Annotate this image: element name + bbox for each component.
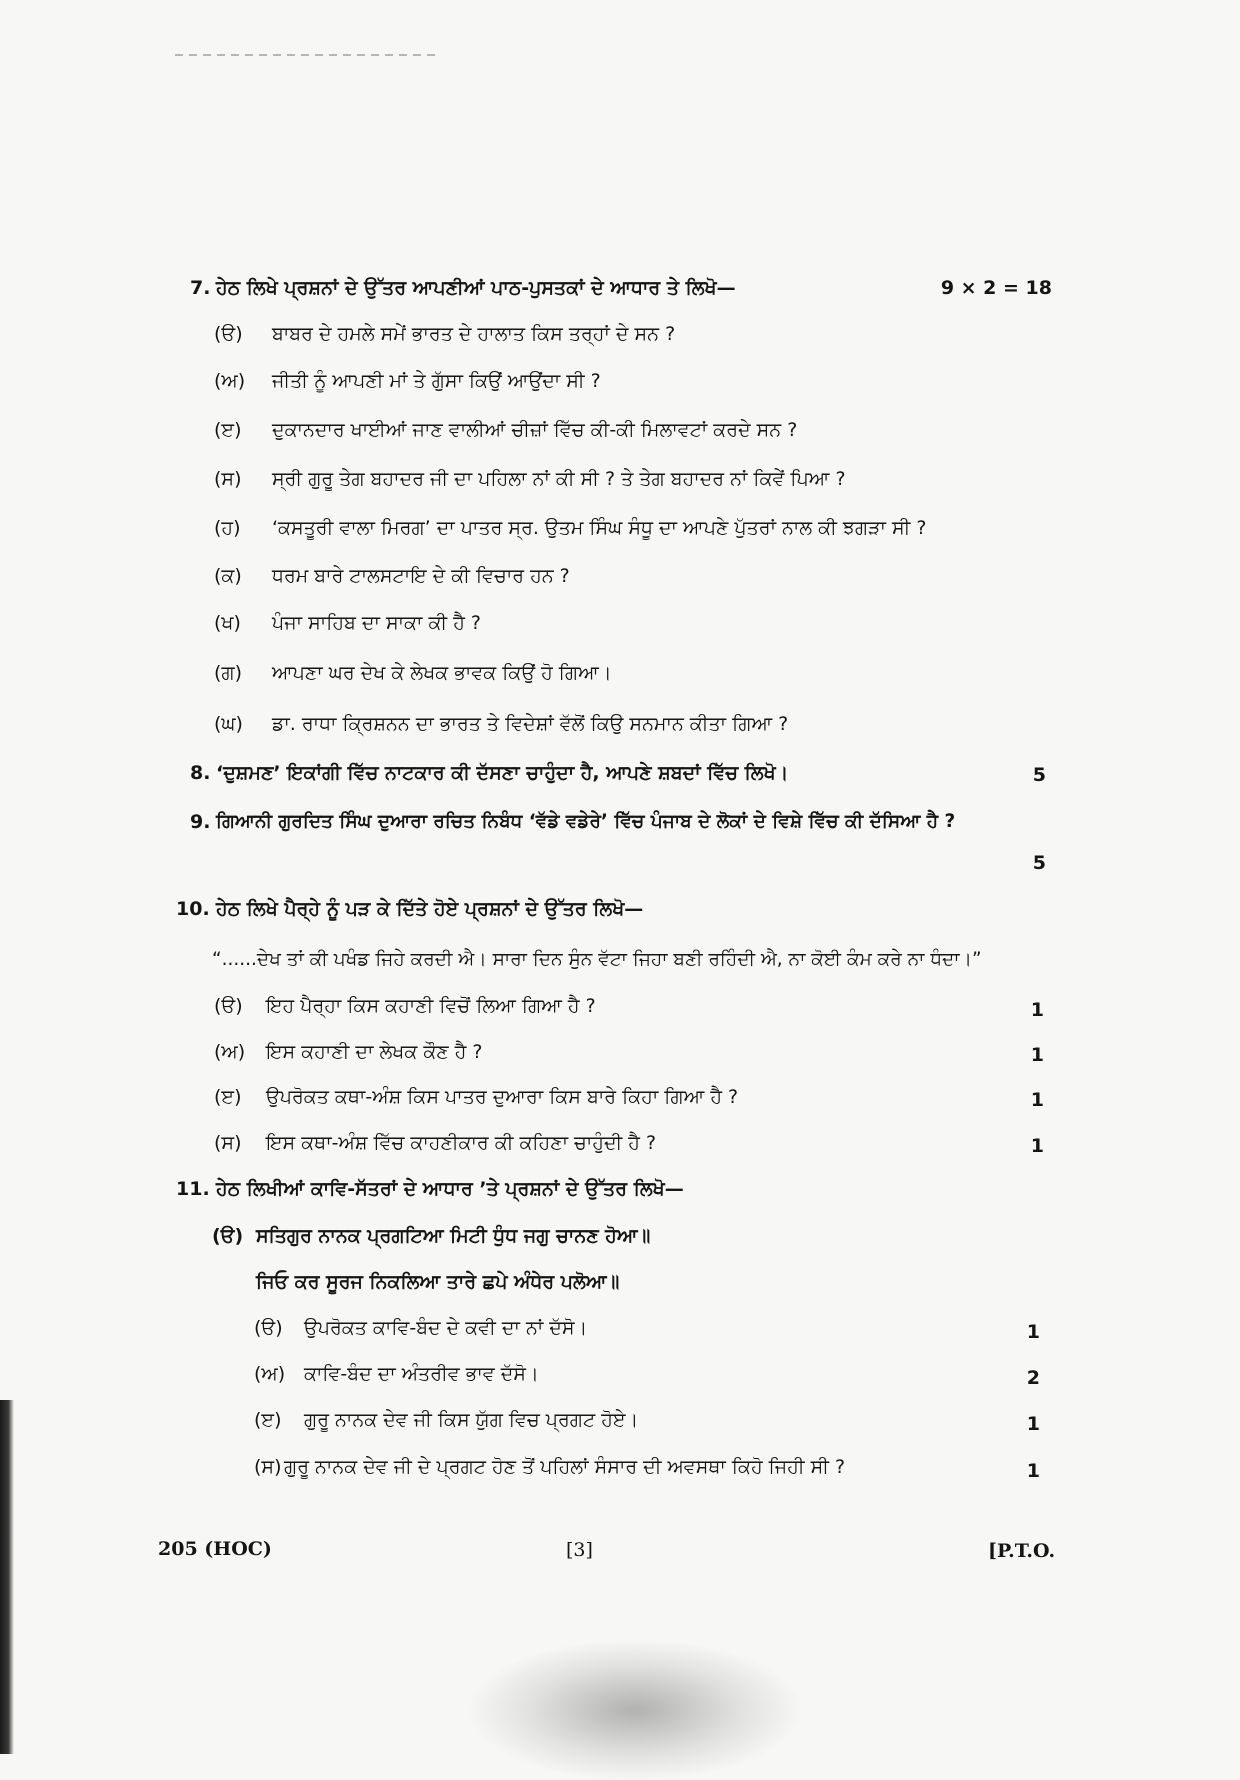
sub-question (214, 1131, 656, 1155)
sub-question-label: (ੳ) (214, 995, 243, 1017)
question-number: 9. (190, 811, 211, 833)
sub-question-text: ਕਾਵਿ-ਬੰਦ ਦਾ ਅੰਤਰੀਵ ਭਾਵ ਦੱਸੋ। (304, 1363, 539, 1385)
sub-question (214, 1085, 738, 1109)
sub-question-text: ਇਹ ਪੈਰ੍ਹਾ ਕਿਸ ਕਹਾਣੀ ਵਿਚੋਂ ਲਿਆ ਗਿਆ ਹੈ ? (266, 995, 596, 1017)
sub-question-text: ਆਪਣਾ ਘਰ ਦੇਖ ਕੇ ਲੇਖਕ ਭਾਵਕ ਕਿਉਂ ਹੋ ਗਿਆ। (272, 662, 612, 684)
question-number: 8. (190, 762, 211, 784)
page-number: [3] (566, 1539, 593, 1561)
question-text: ਹੇਠ ਲਿਖੇ ਪ੍ਰਸ਼ਨਾਂ ਦੇ ਉੱਤਰ ਆਪਣੀਆਂ ਪਾਠ-ਪੁਸਤਕਾਂ ਦੇ ਆਧਾਰ ਤੇ ਲਿਖੋ— (216, 277, 736, 299)
sub-question (214, 467, 846, 491)
sub-question-marks: 1 (1026, 1321, 1040, 1343)
sub-question-label: (ਸ) (254, 1456, 282, 1478)
sub-question-text: ਦੁਕਾਨਦਾਰ ਖਾਈਆਂ ਜਾਣ ਵਾਲੀਆਂ ਚੀਜ਼ਾਂ ਵਿੱਚ ਕੀ-ਕੀ ਮਿਲਾਵਟਾਂ ਕਰਦੇ ਸਨ ? (272, 419, 798, 441)
verse-block (212, 1224, 650, 1248)
sub-question-label: (ੲ) (254, 1409, 282, 1431)
sub-question-text: ‘ਕਸਤੂਰੀ ਵਾਲਾ ਮਿਰਗ’ ਦਾ ਪਾਤਰ ਸ੍ਰ. ਉਤਮ ਸਿੰਘ ਸੰਧੂ ਦਾ ਆਪਣੇ ਪੁੱਤਰਾਂ ਨਾਲ ਕੀ ਝਗੜਾ ਸੀ ? (272, 517, 927, 539)
sub-question-label: (ਸ) (214, 1132, 242, 1154)
sub-question (254, 1316, 587, 1340)
question-marks: 5 (1032, 764, 1046, 786)
sub-question-label: (ਘ) (214, 713, 243, 735)
sub-question-label: (ਅ) (214, 1041, 246, 1063)
sub-question-text: ਧਰਮ ਬਾਰੇ ਟਾਲਸਟਾਇ ਦੇ ਕੀ ਵਿਚਾਰ ਹਨ ? (272, 565, 570, 587)
sub-question-marks: 1 (1030, 999, 1044, 1021)
sub-question-text: ਜੀਤੀ ਨੂੰ ਆਪਣੀ ਮਾਂ ਤੇ ਗੁੱਸਾ ਕਿਉਂ ਆਉਂਦਾ ਸੀ ? (272, 370, 601, 392)
sub-question (214, 1040, 483, 1064)
sub-question-marks: 1 (1026, 1460, 1040, 1482)
question-marks: 9 × 2 = 18 (940, 277, 1052, 299)
sub-question (214, 994, 596, 1018)
question-number: 11. (176, 1178, 210, 1200)
sub-question-text: ਗੁਰੂ ਨਾਨਕ ਦੇਵ ਜੀ ਦੇ ਪ੍ਰਗਟ ਹੋਣ ਤੋਂ ਪਹਿਲਾਂ ਸੰਸਾਰ ਦੀ ਅਵਸਥਾ ਕਿਹੋ ਜਿਹੀ ਸੀ ? (284, 1456, 846, 1478)
passage-quote: “......ਦੇਖ ਤਾਂ ਕੀ ਪਖੰਡ ਜਿਹੇ ਕਰਦੀ ਐ। ਸਾਰਾ ਦਿਨ ਸੁੰਨ ਵੱਟਾ ਜਿਹਾ ਬਣੀ ਰਹਿੰਦੀ ਐ, ਨਾ ਕੋਈ ਕੰਮ ਕਰੇ ਨਾ ਧੰਦਾ।” (212, 949, 982, 970)
sub-question-label: (ਅ) (214, 370, 246, 392)
scan-artifact (175, 54, 435, 56)
sub-question-label: (ੳ) (254, 1317, 283, 1339)
sub-question-label: (ੲ) (214, 419, 242, 441)
sub-question (214, 712, 788, 736)
sub-question-text: ਡਾ. ਰਾਧਾ ਕ੍ਰਿਸ਼ਨਨ ਦਾ ਭਾਰਤ ਤੇ ਵਿਦੇਸ਼ਾਂ ਵੱਲੋਂ ਕਿਉ ਸਨਮਾਨ ਕੀਤਾ ਗਿਆ ? (272, 713, 789, 735)
sub-question-text: ਸ੍ਰੀ ਗੁਰੂ ਤੇਗ ਬਹਾਦਰ ਜੀ ਦਾ ਪਹਿਲਾ ਨਾਂ ਕੀ ਸੀ ? ਤੇ ਤੇਗ ਬਹਾਦਰ ਨਾਂ ਕਿਵੇਂ ਪਿਆ ? (272, 468, 846, 490)
sub-question (214, 564, 570, 588)
sub-question-marks: 1 (1030, 1089, 1044, 1111)
sub-question (214, 661, 612, 685)
sub-question-label: (ੳ) (214, 323, 243, 345)
please-turn-over: [P.T.O. (988, 1540, 1056, 1562)
sub-question-label: (ਖ) (214, 612, 241, 634)
question-text: ‘ਦੁਸ਼ਮਣ’ ਇਕਾਂਗੀ ਵਿੱਚ ਨਾਟਕਾਰ ਕੀ ਦੱਸਣਾ ਚਾਹੁੰਦਾ ਹੈ, ਆਪਣੇ ਸ਼ਬਦਾਂ ਵਿੱਚ ਲਿਖੋ। (216, 762, 789, 784)
question-text: ਗਿਆਨੀ ਗੁਰਦਿਤ ਸਿੰਘ ਦੁਆਰਾ ਰਚਿਤ ਨਿਬੰਧ ‘ਵੱਡੇ ਵਡੇਰੇ’ ਵਿੱਚ ਪੰਜਾਬ ਦੇ ਲੋਕਾਂ ਦੇ ਵਿਸ਼ੇ ਵਿੱਚ ਕੀ ਦੱਸਿਆ ਹੈ ? (216, 811, 956, 832)
sub-question-text: ਬਾਬਰ ਦੇ ਹਮਲੇ ਸਮੇਂ ਭਾਰਤ ਦੇ ਹਾਲਾਤ ਕਿਸ ਤਰ੍ਹਾਂ ਦੇ ਸਨ ? (272, 323, 676, 345)
sub-question-text: ਇਸ ਕਹਾਣੀ ਦਾ ਲੇਖਕ ਕੌਣ ਹੈ ? (266, 1041, 483, 1063)
sub-question (214, 418, 797, 442)
verse-line: ਜਿਓ ਕਰ ਸੂਰਜ ਨਿਕਲਿਆ ਤਾਰੇ ਛਪੇ ਅੰਧੇਰ ਪਲੋਆ॥ (256, 1271, 620, 1293)
sub-question-label: (ਅ) (254, 1363, 286, 1385)
sub-question (214, 369, 601, 393)
question-number: 10. (176, 898, 210, 920)
sub-question-text: ਉਪਰੋਕਤ ਕਾਵਿ-ਬੰਦ ਦੇ ਕਵੀ ਦਾ ਨਾਂ ਦੱਸੋ। (304, 1317, 588, 1339)
sub-question-marks: 1 (1026, 1413, 1040, 1435)
sub-question (254, 1362, 539, 1386)
sub-question (214, 611, 481, 635)
sub-question-label: (ਸ) (214, 468, 242, 490)
verse-label: (ੳ) (212, 1225, 244, 1247)
paper-code: 205 (HOC) (158, 1538, 272, 1560)
question-marks: 5 (1032, 852, 1046, 874)
sub-question-text: ਪੰਜਾ ਸਾਹਿਬ ਦਾ ਸਾਕਾ ਕੀ ਹੈ ? (272, 612, 481, 634)
sub-question-marks: 1 (1030, 1135, 1044, 1157)
sub-question-text: ਉਪਰੋਕਤ ਕਥਾ-ਅੰਸ਼ ਕਿਸ ਪਾਤਰ ਦੁਆਰਾ ਕਿਸ ਬਾਰੇ ਕਿਹਾ ਗਿਆ ਹੈ ? (266, 1086, 739, 1108)
scan-edge (0, 1400, 14, 1754)
sub-question (214, 322, 675, 346)
sub-question-text: ਗੁਰੂ ਨਾਨਕ ਦੇਵ ਜੀ ਕਿਸ ਯੁੱਗ ਵਿਚ ਪ੍ਰਗਟ ਹੋਏ। (304, 1409, 639, 1431)
sub-question-text: ਇਸ ਕਥਾ-ਅੰਸ਼ ਵਿੱਚ ਕਾਹਣੀਕਾਰ ਕੀ ਕਹਿਣਾ ਚਾਹੁੰਦੀ ਹੈ ? (266, 1132, 657, 1154)
sub-question-label: (ਹ) (214, 517, 241, 539)
scan-shadow (470, 1640, 800, 1780)
question-number: 7. (190, 277, 211, 299)
sub-question-marks: 1 (1030, 1044, 1044, 1066)
sub-question-label: (ੲ) (214, 1086, 242, 1108)
question-text: ਹੇਠ ਲਿਖੀਆਂ ਕਾਵਿ-ਸੱਤਰਾਂ ਦੇ ਆਧਾਰ ’ਤੇ ਪ੍ਰਸ਼ਨਾਂ ਦੇ ਉੱਤਰ ਲਿਖੋ— (216, 1178, 684, 1200)
sub-question (254, 1408, 638, 1432)
sub-question-marks: 2 (1026, 1367, 1040, 1389)
sub-question (254, 1455, 845, 1479)
sub-question-label: (ਗ) (214, 662, 243, 684)
question-text: ਹੇਠ ਲਿਖੇ ਪੈਰ੍ਹੇ ਨੂੰ ਪੜ ਕੇ ਦਿੱਤੇ ਹੋਏ ਪ੍ਰਸ਼ਨਾਂ ਦੇ ਉੱਤਰ ਲਿਖੋ— (216, 898, 644, 920)
sub-question-label: (ਕ) (214, 565, 242, 587)
sub-question (214, 516, 926, 540)
verse-line: ਸਤਿਗੁਰ ਨਾਨਕ ਪ੍ਰਗਟਿਆ ਮਿਟੀ ਧੁੰਧ ਜਗੁ ਚਾਨਣ ਹੋਆ॥ (256, 1225, 651, 1247)
